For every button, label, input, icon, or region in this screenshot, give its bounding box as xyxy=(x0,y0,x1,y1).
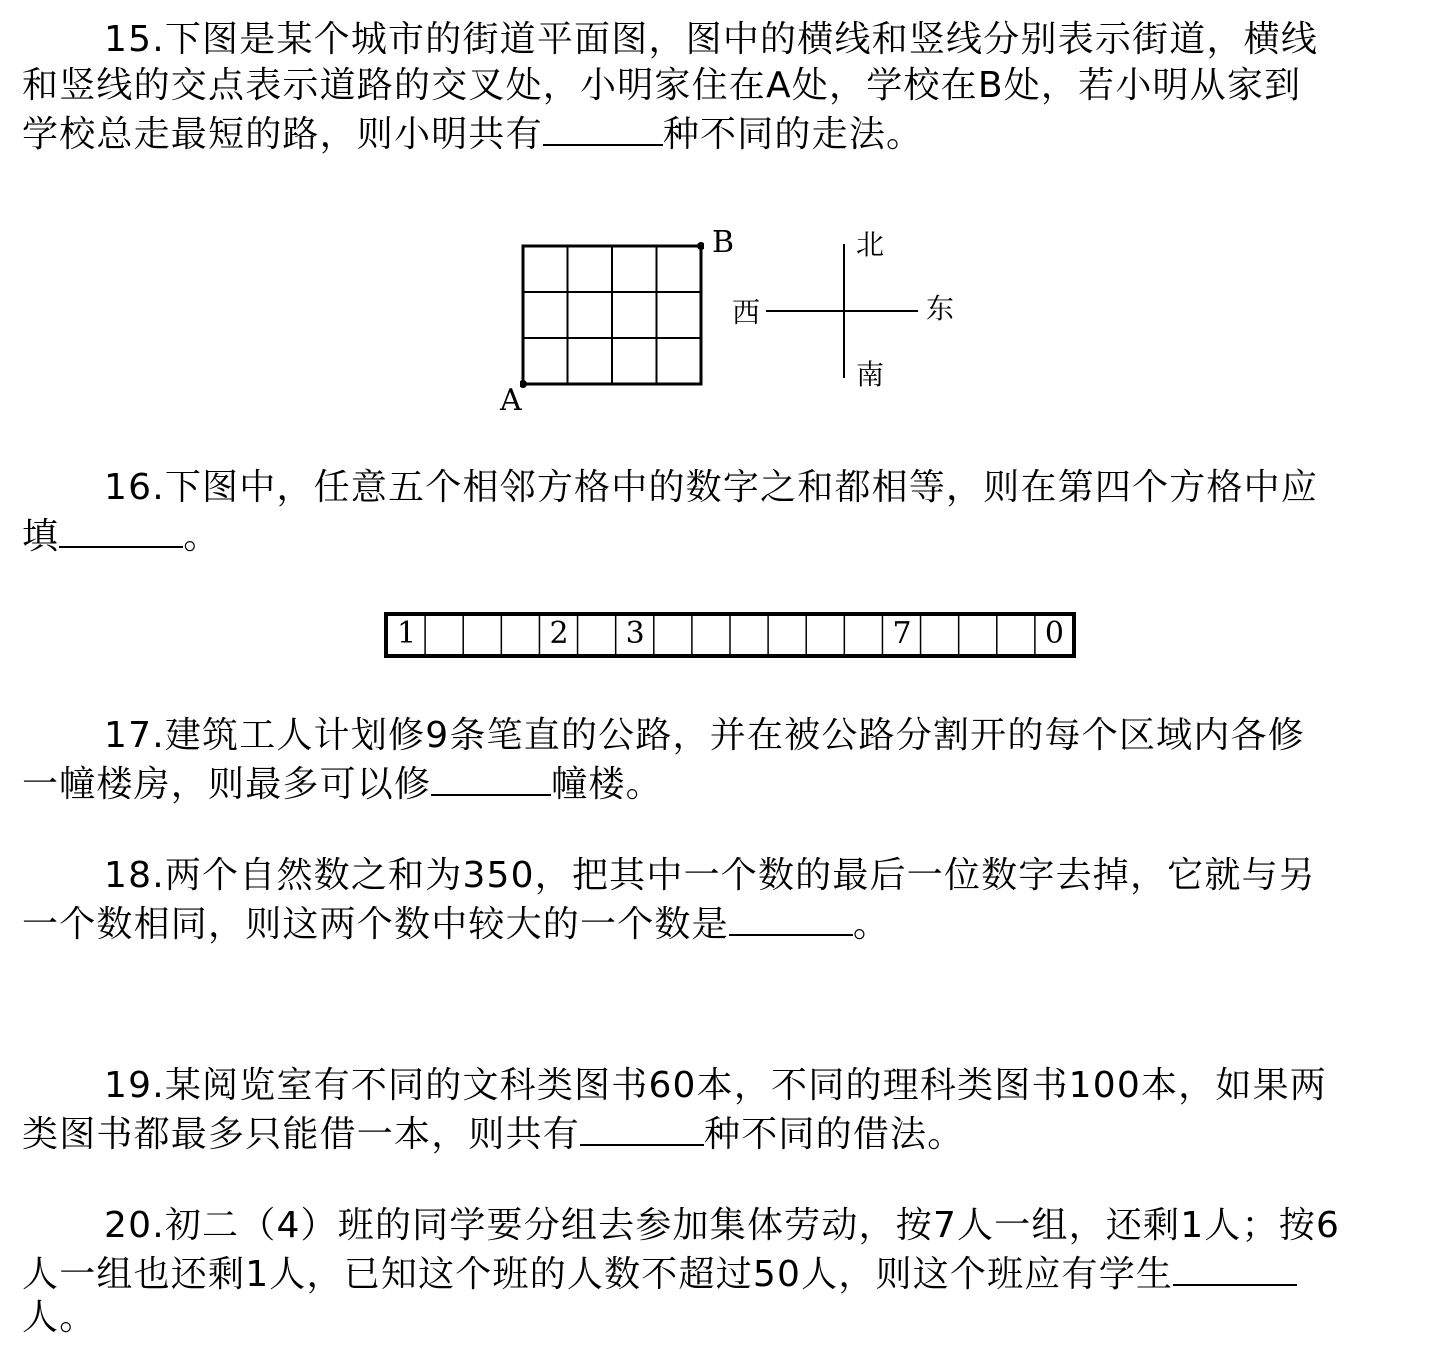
q20-text-before-blank: 人一组也还剩1人，已知这个班的人数不超过50人，则这个班应有学生 xyxy=(22,1254,1174,1295)
q20-line-1: 20.初二（4）班的同学要分组去参加集体劳动，按7人一组，还剩1人；按6 xyxy=(104,1205,1341,1246)
q17-text-after-blank: 幢楼。 xyxy=(551,764,663,805)
q18-answer-blank[interactable] xyxy=(729,900,853,936)
q17-line-2 xyxy=(22,760,663,807)
street-grid xyxy=(520,242,704,388)
q17-text-before-blank: 一幢楼房，则最多可以修 xyxy=(22,764,432,805)
q19-answer-blank[interactable] xyxy=(580,1110,704,1146)
q20-line-2 xyxy=(22,1250,1297,1297)
q17-line-1: 17.建筑工人计划修9条笔直的公路，并在被公路分割开的每个区域内各修 xyxy=(104,715,1305,756)
q17-answer-blank[interactable] xyxy=(431,760,551,796)
point-a-label: A xyxy=(500,383,522,418)
q16-answer-blank[interactable] xyxy=(59,512,183,548)
q16-text-before-blank: 填 xyxy=(22,516,60,557)
q16-text-after-blank: 。 xyxy=(183,516,221,557)
compass-cross xyxy=(766,244,918,378)
q18-text-after-blank: 。 xyxy=(852,904,891,945)
compass-north: 北 xyxy=(856,228,885,261)
q20-line-3: 人。 xyxy=(22,1297,97,1338)
q15-text-before-blank: 学校总走最短的路，则小明共有 xyxy=(22,114,543,155)
q20-answer-blank[interactable] xyxy=(1173,1250,1297,1286)
strip-cell-14: 7 xyxy=(892,616,912,651)
q15-line-3 xyxy=(22,110,923,157)
q19-line-1: 19.某阅览室有不同的文科类图书60本，不同的理科类图书100本，如果两 xyxy=(104,1065,1327,1106)
q15-text-after-blank: 种不同的走法。 xyxy=(662,114,924,155)
number-strip xyxy=(384,612,1076,658)
strip-cell-7: 3 xyxy=(625,616,645,651)
q19-text-after-blank: 种不同的借法。 xyxy=(704,1114,965,1155)
point-b-dot xyxy=(697,242,704,250)
number-strip-grid xyxy=(384,612,1076,658)
q19-text-before-blank: 类图书都最多只能借一本，则共有 xyxy=(22,1114,581,1155)
strip-cell-18: 0 xyxy=(1044,616,1064,651)
q18-text-before-blank: 一个数相同，则这两个数中较大的一个数是 xyxy=(22,904,729,945)
q19-line-2 xyxy=(22,1110,964,1157)
q15-answer-blank[interactable] xyxy=(543,110,663,146)
compass-south: 南 xyxy=(856,358,885,391)
compass-west: 西 xyxy=(732,296,761,329)
q18-line-2 xyxy=(22,900,890,947)
q15-line-1: 15.下图是某个城市的街道平面图，图中的横线和竖线分别表示街道，横线 xyxy=(104,19,1319,60)
q16-line-1: 16.下图中，任意五个相邻方格中的数字之和都相等，则在第四个方格中应 xyxy=(104,467,1319,508)
strip-cell-5: 2 xyxy=(549,616,569,651)
q18-line-1: 18.两个自然数之和为350，把其中一个数的最后一位数字去掉，它就与另 xyxy=(104,855,1316,896)
q15-line-2: 和竖线的交点表示道路的交叉处，小明家住在A处，学校在B处，若小明从家到 xyxy=(22,65,1302,106)
point-b-label: B xyxy=(712,225,735,260)
q16-line-2 xyxy=(22,512,220,559)
strip-cell-1: 1 xyxy=(397,616,417,651)
compass-east: 东 xyxy=(926,292,955,325)
